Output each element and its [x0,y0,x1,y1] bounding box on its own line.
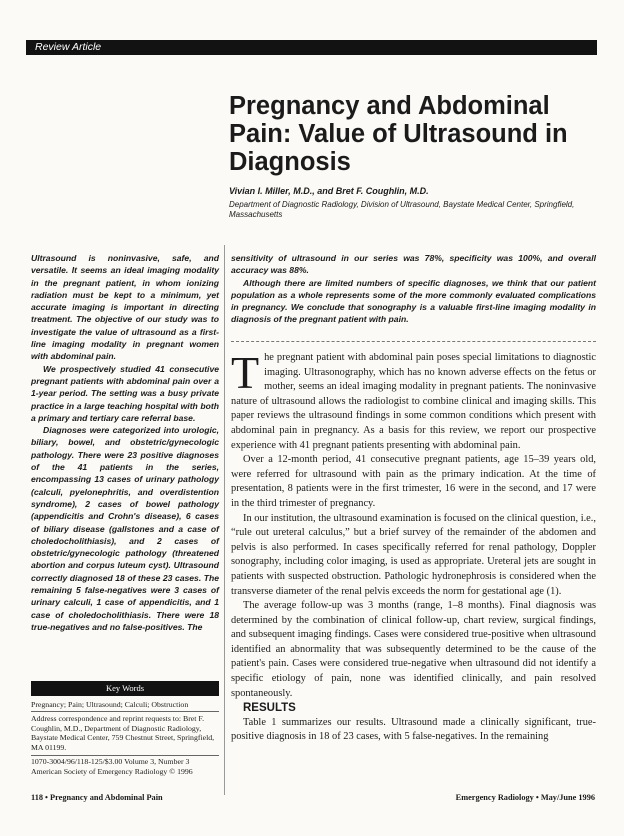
abstract-left-column [31,252,219,633]
correspondence-address: Address correspondence and reprint requests to: Bret F. Coughlin, M.D., Department of Diagnostic Radiology, Baystate Medical Center, 759 Chestnut Street, Springfield, MA 01199. [31,714,219,756]
citation-line: 1070-3004/96/118-125/$3.00 Volume 3, Number 3 [31,756,190,766]
body-paragraph: Table 1 summarizes our results. Ultrasound made a clinically significant, true-positive diagnosis in 18 of 23 cases, with 5 false-negatives. In the remaining [231,716,596,743]
results-heading: RESULTS [243,702,296,715]
drop-cap: T [231,347,260,398]
abstract-paragraph: Diagnoses were categorized into urologic, biliary, bowel, and obstetric/gynecologic pathology. There were 23 positive diagnoses of the 41 patients in the series, encompassing 13 cases of urinary pathology (calculi, pyelonephritis, and overdistention syndrome), 2 cases of bowel pathology (appendicitis and Crohn's disease), 6 cases of biliary disease (gallstones and a case of choledocholithiasis), and 2 cases of obstetric/gynecologic pathology (threatened abortion and corpus luteum cyst). Ultrasound correctly diagnosed 18 of these 23 cases. The remaining 5 false-negatives were 3 cases of urinary calculi, 1 case of appendicitis, and 1 case of choledocholithiasis. There were 18 true-negatives and no false-positives. The [31,425,219,632]
keywords-heading: Key Words [105,683,145,693]
abstract-divider [231,341,596,342]
footer-journal: Emergency Radiology • May/June 1996 [455,793,595,802]
body-paragraph-text: he pregnant patient with abdominal pain poses special limitations to diagnostic imaging. Ultrasonography, which has no known adverse effects on the fetus or mother, seems an ideal imaging modality in pregnant patients. The noninvasive nature of ultrasound allows the radiologist to combine clinical and imaging skills. This paper reviews the ultrasound findings in some common conditions which present with abdominal pain in pregnancy. As a basis for this review, we report our prospective experience with 41 pregnant patients presenting with abdominal pain. [231,352,596,451]
article-authors: Vivian I. Miller, M.D., and Bret F. Coughlin, M.D. [229,186,429,196]
author-affiliation: Department of Diagnostic Radiology, Division of Ultrasound, Baystate Medical Center, Springfield, Massachusetts [229,200,575,219]
section-label: Review Article [35,41,102,53]
section-banner [26,40,597,55]
abstract-right-column [231,252,596,326]
copyright-line: American Society of Emergency Radiology © 1996 [31,766,193,776]
keywords-box [31,700,219,777]
footer-page-title: 118 • Pregnancy and Abdominal Pain [31,793,163,802]
abstract-paragraph: Although there are limited numbers of specific diagnoses, we think that our patient population as a whole represents some of the more commonly evaluated complications in pregnancy. We conclude that sonography is a valuable first-line imaging modality in diagnosis of the pregnant patient with pain. [231,277,596,325]
abstract-paragraph: Ultrasound is noninvasive, safe, and versatile. It seems an ideal imaging modality in the pregnant patient, in whom ionizing radiation must be kept to a minimum, yet accurate imaging is important in directing treatment. The objective of our study was to investigate the value of ultrasound as a first-line imaging modality in pregnant women with abdominal pain. [31,253,219,362]
abstract-paragraph: We prospectively studied 41 consecutive pregnant patients with abdominal pain over a 1-year period. The setting was a busy private practice in a large teaching hospital with both a primary and tertiary care referral base. [31,363,219,423]
keywords-heading-bar [31,681,219,696]
article-title: Pregnancy and Abdominal Pain: Value of Ultrasound in Diagnosis [229,92,568,176]
body-paragraph: Over a 12-month period, 41 consecutive pregnant patients, age 15–39 years old, were referred for ultrasound with pain as the primary indication. At the time of presentation, 8 patients were in the first trimester, 16 were in the second, and 17 were in the third trimester of pregnancy. [231,454,596,509]
article-body [231,347,596,745]
body-paragraph: In our institution, the ultrasound examination is focused on the clinical question, i.e., “rule out ureteral calculus,” but a brief survey of the remainder of the abdomen and pelvis is also performed. In cases specifically referred for renal pathology, Doppler sonography, including color imaging, is used as appropriate. Ureteral jets are sought in patients with suspected obstruction. Pathologic hydronephrosis is considered when the transverse diameter of the renal pelvis exceeds the norm for gestational age (1). [231,512,596,597]
keywords-list: Pregnancy; Pain; Ultrasound; Calculi; Obstruction [31,700,219,712]
column-divider [224,245,225,795]
body-paragraph [231,347,596,453]
abstract-paragraph: sensitivity of ultrasound in our series was 78%, specificity was 100%, and overall accuracy was 88%. [231,253,596,276]
body-paragraph: The average follow-up was 3 months (range, 1–8 months). Final diagnosis was determined by the combination of clinical follow-up, chart review, surgical findings, and subsequent imaging findings. Cases were considered true-positive when ultrasound identified an abnormality that was subsequently determined to be the cause of the patient's pain. Cases were considered true-negative when ultrasound did not identify a specific etiology of pain, none was identified clinically, and pain resolved spontaneously. [231,600,596,699]
